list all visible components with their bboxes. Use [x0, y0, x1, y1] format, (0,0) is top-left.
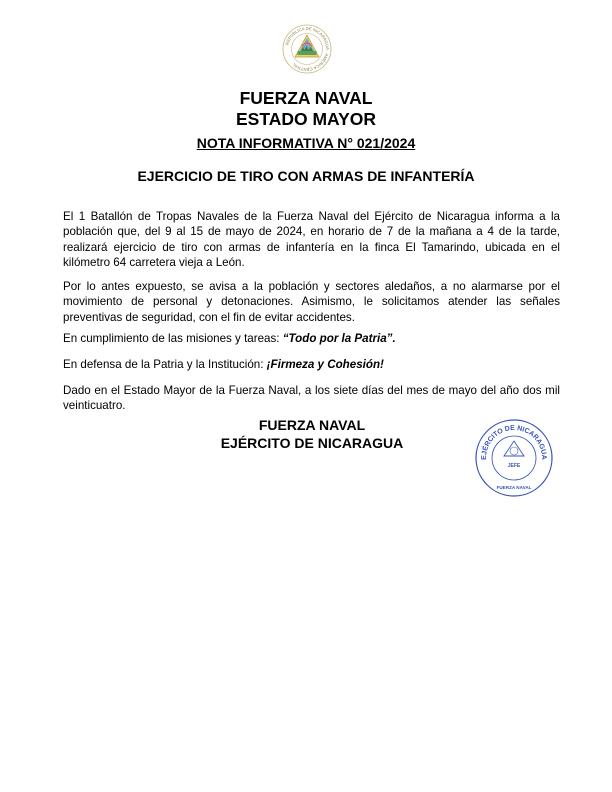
- paragraph-date: Dado en el Estado Mayor de la Fuerza Naval, a los siete días del mes de mayo del año dos mil veinticuatro.: [63, 384, 560, 413]
- svg-text:EJÉRCITO DE NICARAGUA: EJÉRCITO DE NICARAGUA: [480, 424, 548, 460]
- org-title: FUERZA NAVAL: [239, 88, 373, 108]
- note-number-text: NOTA INFORMATIVA N° 021/2024: [196, 135, 416, 151]
- unit-title: ESTADO MAYOR: [235, 109, 377, 129]
- subject-title: EJERCICIO DE TIRO CON ARMAS DE INFANTERÍA: [137, 168, 475, 184]
- mission-prefix: En cumplimiento de las misiones y tareas:: [63, 332, 283, 345]
- defense-prefix: En defensa de la Patria y la Institución:: [63, 358, 267, 371]
- official-stamp-icon: [474, 418, 554, 498]
- defense-motto: ¡Firmeza y Cohesión!: [266, 358, 384, 371]
- note-number: [0, 135, 612, 151]
- nicaragua-coat-of-arms-icon: [282, 24, 332, 74]
- mission-motto: “Todo por la Patria”.: [282, 332, 396, 345]
- svg-text:REPÚBLICA DE NICARAGUA · AMÉRI: REPÚBLICA DE NICARAGUA · AMÉRICA CENTRAL: [284, 25, 331, 73]
- paragraph-announcement: El 1 Batallón de Tropas Navales de la Fuerza Naval del Ejército de Nicaragua informa a la población que, del 9 al 15 de mayo de 2024, en horario de 7 de la mañana a 4 de la tarde, realizará ejercicio de tiro con armas de infantería en la finca El Tamarindo, ubicada en el kilómetro 64 carretera vieja a León.: [63, 210, 560, 270]
- paragraph-defense: [63, 357, 560, 372]
- paragraph-notice: Por lo antes expuesto, se avisa a la población y sectores aledaños, a no alarmarse por el movimiento de personal y detonaciones. Asimismo, le solicitamos atender las señales preventivas de seguridad, con el fin de evitar accidentes.: [63, 280, 560, 324]
- svg-text:FUERZA NAVAL: FUERZA NAVAL: [496, 485, 532, 490]
- paragraph-mission: [63, 331, 560, 346]
- svg-text:JEFE: JEFE: [507, 463, 521, 469]
- signature-org: FUERZA NAVAL: [258, 417, 366, 433]
- signature-army: EJÉRCITO DE NICARAGUA: [220, 435, 404, 451]
